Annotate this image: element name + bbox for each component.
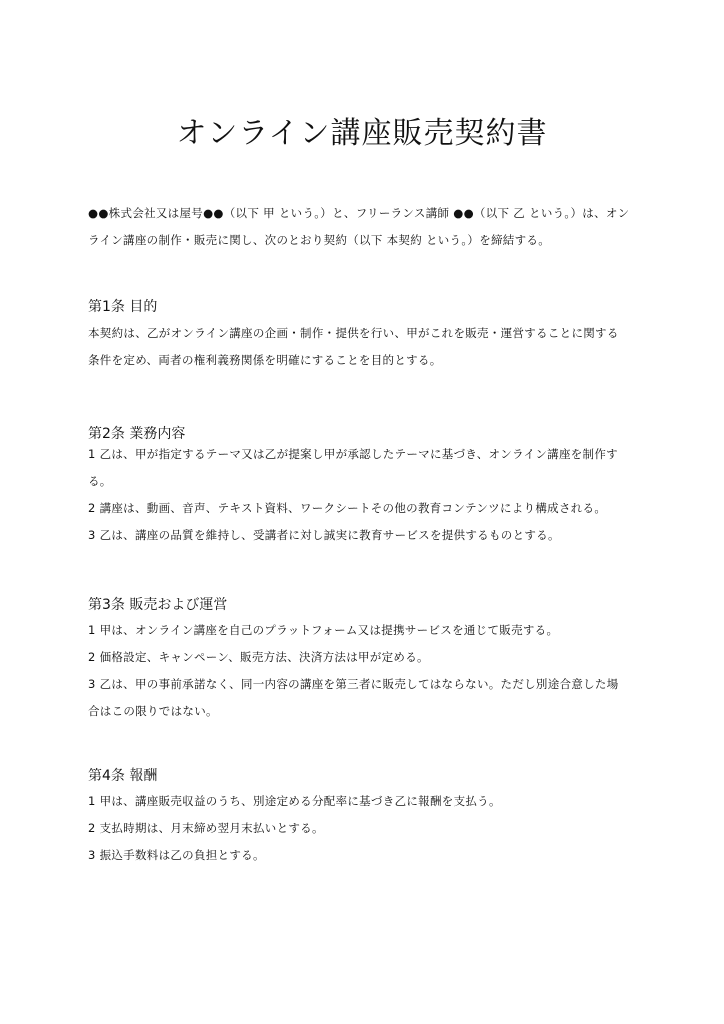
article-line: る。	[88, 474, 112, 488]
article-line: 3 振込手数料は乙の負担とする。	[88, 848, 265, 862]
article-2-heading: 第2条 業務内容	[88, 426, 186, 442]
article-3-heading: 第3条 販売および運営	[88, 597, 228, 613]
article-line: 2 支払時期は、月末締め翌月末払いとする。	[88, 821, 324, 835]
article-line: 2 価格設定、キャンペーン、販売方法、決済方法は甲が定める。	[88, 650, 429, 664]
intro-line: ●●株式会社又は屋号●●（以下 甲 という。）と、フリーランス講師 ●●（以下 乙 という。）は、オン	[88, 206, 630, 220]
article-line: 3 乙は、甲の事前承諾なく、同一内容の講座を第三者に販売してはならない。ただし別途合意した場	[88, 677, 619, 691]
article-line: 条件を定め、両者の権利義務関係を明確にすることを目的とする。	[88, 353, 442, 367]
article-line: 3 乙は、講座の品質を維持し、受講者に対し誠実に教育サービスを提供するものとする。	[88, 528, 560, 542]
article-line: 2 講座は、動画、音声、テキスト資料、ワークシートその他の教育コンテンツにより構成される。	[88, 501, 607, 515]
article-1-body	[88, 320, 638, 374]
article-line: 1 甲は、オンライン講座を自己のプラットフォーム又は提携サービスを通じて販売する。	[88, 623, 559, 637]
article-line: 1 甲は、講座販売収益のうち、別途定める分配率に基づき乙に報酬を支払う。	[88, 794, 501, 808]
intro-paragraph	[88, 200, 638, 254]
article-1-heading: 第1条 目的	[88, 299, 158, 315]
article-4-body	[88, 788, 638, 869]
article-line: 1 乙は、甲が指定するテーマ又は乙が提案し甲が承認したテーマに基づき、オンライン講座を制作す	[88, 447, 618, 461]
document-title: オンライン講座販売契約書	[176, 116, 548, 151]
article-line: 合はこの限りではない。	[88, 704, 218, 718]
article-line: 本契約は、乙がオンライン講座の企画・制作・提供を行い、甲がこれを販売・運営することに関する	[88, 326, 619, 340]
article-3-body	[88, 617, 638, 725]
article-2-body	[88, 441, 638, 549]
article-4-heading: 第4条 報酬	[88, 768, 158, 784]
intro-line: ライン講座の制作・販売に関し、次のとおり契約（以下 本契約 という。）を締結する。	[88, 233, 551, 247]
